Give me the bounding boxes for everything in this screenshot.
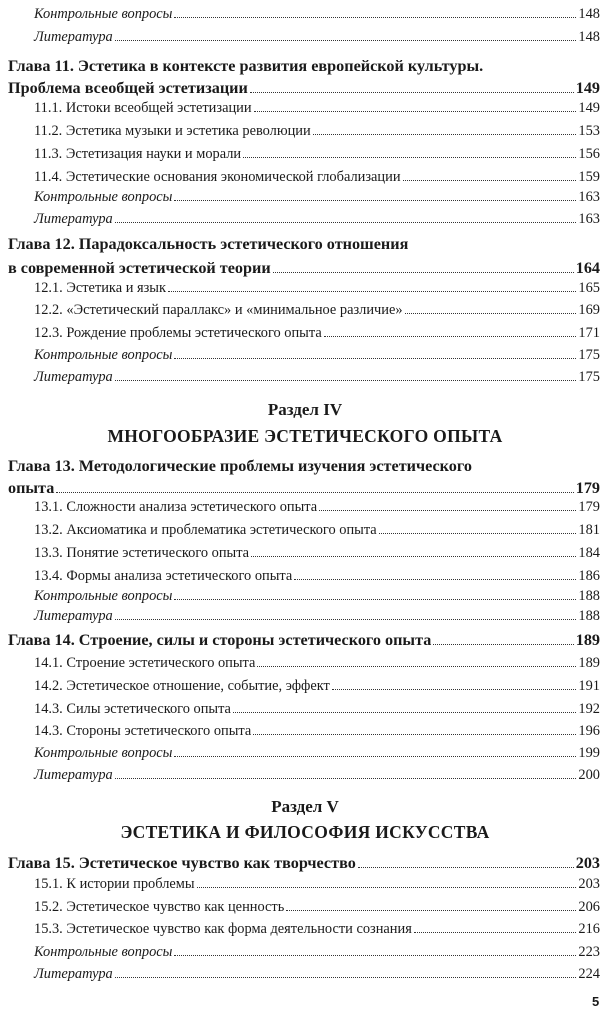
toc-entry[interactable]: [34, 588, 600, 605]
toc-entry-title: 11.3. Эстетизация науки и морали: [34, 146, 242, 162]
toc-entry[interactable]: [34, 522, 600, 539]
toc-entry-title: 13.2. Аксиоматика и проблематика эстетического опыта: [34, 522, 377, 538]
dot-leader: [251, 555, 576, 557]
dot-leader: [319, 509, 576, 511]
toc-entry[interactable]: [34, 325, 600, 342]
chapter-entry[interactable]: [8, 479, 600, 498]
toc-entry-page: 149: [578, 100, 600, 116]
dot-leader: [233, 711, 576, 713]
toc-entry-page: 159: [578, 169, 600, 185]
chapter-entry[interactable]: [8, 259, 600, 278]
toc-entry-page: 175: [578, 347, 600, 363]
toc-entry[interactable]: [34, 767, 600, 784]
toc-entry-page: 199: [578, 745, 600, 761]
dot-leader: [286, 909, 576, 911]
chapter-heading[interactable]: Глава 11. Эстетика в контексте развития европейской культуры.: [8, 57, 484, 75]
page-number: 5: [592, 994, 600, 1009]
toc-entry-title: Контрольные вопросы: [34, 6, 173, 22]
toc-entry-title: 12.3. Рождение проблемы эстетического опыта: [34, 325, 322, 341]
toc-entry-page: 169: [578, 302, 600, 318]
dot-leader: [115, 221, 577, 223]
toc-entry-page: 171: [578, 325, 600, 341]
toc-entry-page: 153: [578, 123, 600, 139]
toc-entry[interactable]: [34, 899, 600, 916]
dot-leader: [253, 733, 576, 735]
toc-entry-page: 163: [578, 189, 600, 205]
toc-entry[interactable]: [34, 211, 600, 228]
dot-leader: [174, 598, 576, 600]
toc-entry[interactable]: [34, 745, 600, 762]
dot-leader: [403, 179, 577, 181]
toc-entry-title: 15.3. Эстетическое чувство как форма деятельности сознания: [34, 921, 412, 937]
toc-entry-page: 188: [578, 588, 600, 604]
toc-entry-page: 203: [578, 876, 600, 892]
chapter-entry-title: в современной эстетической теории: [8, 259, 271, 277]
toc-entry[interactable]: [34, 966, 600, 983]
toc-entry[interactable]: [34, 921, 600, 938]
dot-leader: [405, 312, 577, 314]
toc-entry-page: 188: [578, 608, 600, 624]
toc-entry-title: 14.3. Стороны эстетического опыта: [34, 723, 252, 739]
dot-leader: [56, 491, 573, 493]
chapter-entry-title: Глава 14. Строение, силы и стороны эстетического опыта: [8, 631, 432, 649]
dot-leader: [313, 133, 577, 135]
section-label: Раздел IV: [267, 400, 343, 419]
dot-leader: [174, 16, 576, 18]
dot-leader: [324, 335, 577, 337]
dot-leader: [250, 91, 574, 93]
toc-entry-page: 156: [578, 146, 600, 162]
toc-entry-title: Литература: [34, 369, 113, 385]
chapter-entry-page: 203: [575, 854, 600, 872]
toc-entry-page: 184: [578, 545, 600, 561]
toc-entry-page: 148: [578, 6, 600, 22]
chapter-entry-title: опыта: [8, 479, 55, 497]
dot-leader: [174, 357, 576, 359]
chapter-entry-page: 189: [575, 631, 600, 649]
toc-entry-title: Контрольные вопросы: [34, 347, 173, 363]
toc-entry-title: Литература: [34, 966, 113, 982]
chapter-entry-page: 149: [575, 79, 600, 97]
dot-leader: [174, 954, 576, 956]
dot-leader: [174, 755, 576, 757]
toc-entry-title: Контрольные вопросы: [34, 189, 173, 205]
toc-entry-page: 148: [578, 29, 600, 45]
toc-entry-title: 11.1. Истоки всеобщей эстетизации: [34, 100, 252, 116]
dot-leader: [294, 578, 576, 580]
toc-entry-page: 223: [578, 944, 600, 960]
chapter-entry-title: Глава 15. Эстетическое чувство как творчество: [8, 854, 356, 872]
chapter-entry-page: 179: [575, 479, 600, 497]
toc-entry-page: 191: [578, 678, 600, 694]
toc-entry[interactable]: [34, 280, 600, 297]
toc-entry[interactable]: [34, 944, 600, 961]
toc-entry-page: 189: [578, 655, 600, 671]
toc-entry[interactable]: [34, 499, 600, 516]
toc-entry-title: 13.4. Формы анализа эстетического опыта: [34, 568, 293, 584]
dot-leader: [115, 39, 577, 41]
dot-leader: [257, 665, 576, 667]
toc-entry[interactable]: [34, 100, 600, 117]
toc-entry[interactable]: [34, 568, 600, 585]
toc-entry-title: 13.1. Сложности анализа эстетического опыта: [34, 499, 318, 515]
toc-entry[interactable]: [34, 189, 600, 206]
dot-leader: [197, 886, 577, 888]
toc-entry-title: 15.1. К истории проблемы: [34, 876, 195, 892]
dot-leader: [358, 866, 574, 868]
section-title: МНОГООБРАЗИЕ ЭСТЕТИЧЕСКОГО ОПЫТА: [107, 426, 503, 446]
toc-entry[interactable]: [34, 369, 600, 386]
dot-leader: [174, 199, 576, 201]
toc-entry-title: Контрольные вопросы: [34, 745, 173, 761]
toc-entry-title: Контрольные вопросы: [34, 944, 173, 960]
dot-leader: [115, 777, 577, 779]
toc-entry-title: 12.1. Эстетика и язык: [34, 280, 166, 296]
toc-entry-page: 192: [578, 701, 600, 717]
toc-entry-page: 196: [578, 723, 600, 739]
toc-entry-page: 200: [578, 767, 600, 783]
toc-entry-page: 186: [578, 568, 600, 584]
chapter-entry[interactable]: [8, 79, 600, 98]
dot-leader: [379, 532, 577, 534]
toc-entry-title: 12.2. «Эстетический параллакс» и «минимальное различие»: [34, 302, 403, 318]
toc-entry-page: 206: [578, 899, 600, 915]
toc-entry[interactable]: [34, 545, 600, 562]
toc-entry[interactable]: [34, 146, 600, 163]
toc-entry-title: 14.2. Эстетическое отношение, событие, эффект: [34, 678, 330, 694]
toc-entry-title: 14.3. Силы эстетического опыта: [34, 701, 231, 717]
toc-entry-title: Литература: [34, 29, 113, 45]
toc-entry[interactable]: [34, 347, 600, 364]
toc-entry[interactable]: [34, 29, 600, 46]
dot-leader: [254, 110, 577, 112]
dot-leader: [332, 688, 577, 690]
toc-entry-title: Литература: [34, 767, 113, 783]
dot-leader: [115, 618, 577, 620]
toc-entry[interactable]: [34, 6, 600, 23]
toc-entry-title: 11.4. Эстетические основания экономической глобализации: [34, 169, 401, 185]
toc-entry[interactable]: [34, 876, 600, 893]
dot-leader: [433, 643, 573, 645]
chapter-entry[interactable]: [8, 631, 600, 650]
toc-entry-page: 216: [578, 921, 600, 937]
toc-entry[interactable]: [34, 608, 600, 625]
toc-entry-title: 14.1. Строение эстетического опыта: [34, 655, 256, 671]
toc-entry[interactable]: [34, 302, 600, 319]
toc-entry-title: Контрольные вопросы: [34, 588, 173, 604]
toc-entry-title: Литература: [34, 608, 113, 624]
toc-entry-page: 179: [578, 499, 600, 515]
toc-entry[interactable]: [34, 169, 600, 186]
dot-leader: [115, 976, 577, 978]
toc-entry[interactable]: [34, 723, 600, 740]
chapter-heading[interactable]: Глава 13. Методологические проблемы изучения эстетического: [8, 457, 472, 475]
dot-leader: [168, 290, 576, 292]
toc-entry[interactable]: [34, 655, 600, 672]
toc-entry-title: 13.3. Понятие эстетического опыта: [34, 545, 250, 561]
section-title: ЭСТЕТИКА И ФИЛОСОФИЯ ИСКУССТВА: [120, 822, 490, 842]
chapter-entry-title: Проблема всеобщей эстетизации: [8, 79, 248, 97]
chapter-entry-page: 164: [575, 259, 600, 277]
toc-entry-title: Литература: [34, 211, 113, 227]
toc-entry-title: 15.2. Эстетическое чувство как ценность: [34, 899, 285, 915]
toc-entry-page: 165: [578, 280, 600, 296]
toc-entry-title: 11.2. Эстетика музыки и эстетика революции: [34, 123, 311, 139]
chapter-heading[interactable]: Глава 12. Парадоксальность эстетического отношения: [8, 235, 409, 253]
toc-entry-page: 224: [578, 966, 600, 982]
toc-entry[interactable]: [34, 123, 600, 140]
dot-leader: [414, 931, 577, 933]
section-label: Раздел V: [271, 797, 339, 816]
dot-leader: [273, 271, 574, 273]
toc-entry-page: 181: [578, 522, 600, 538]
dot-leader: [243, 156, 576, 158]
chapter-entry[interactable]: [8, 854, 600, 873]
toc-entry[interactable]: [34, 701, 600, 718]
toc-entry[interactable]: [34, 678, 600, 695]
dot-leader: [115, 379, 577, 381]
toc-entry-page: 163: [578, 211, 600, 227]
toc-entry-page: 175: [578, 369, 600, 385]
